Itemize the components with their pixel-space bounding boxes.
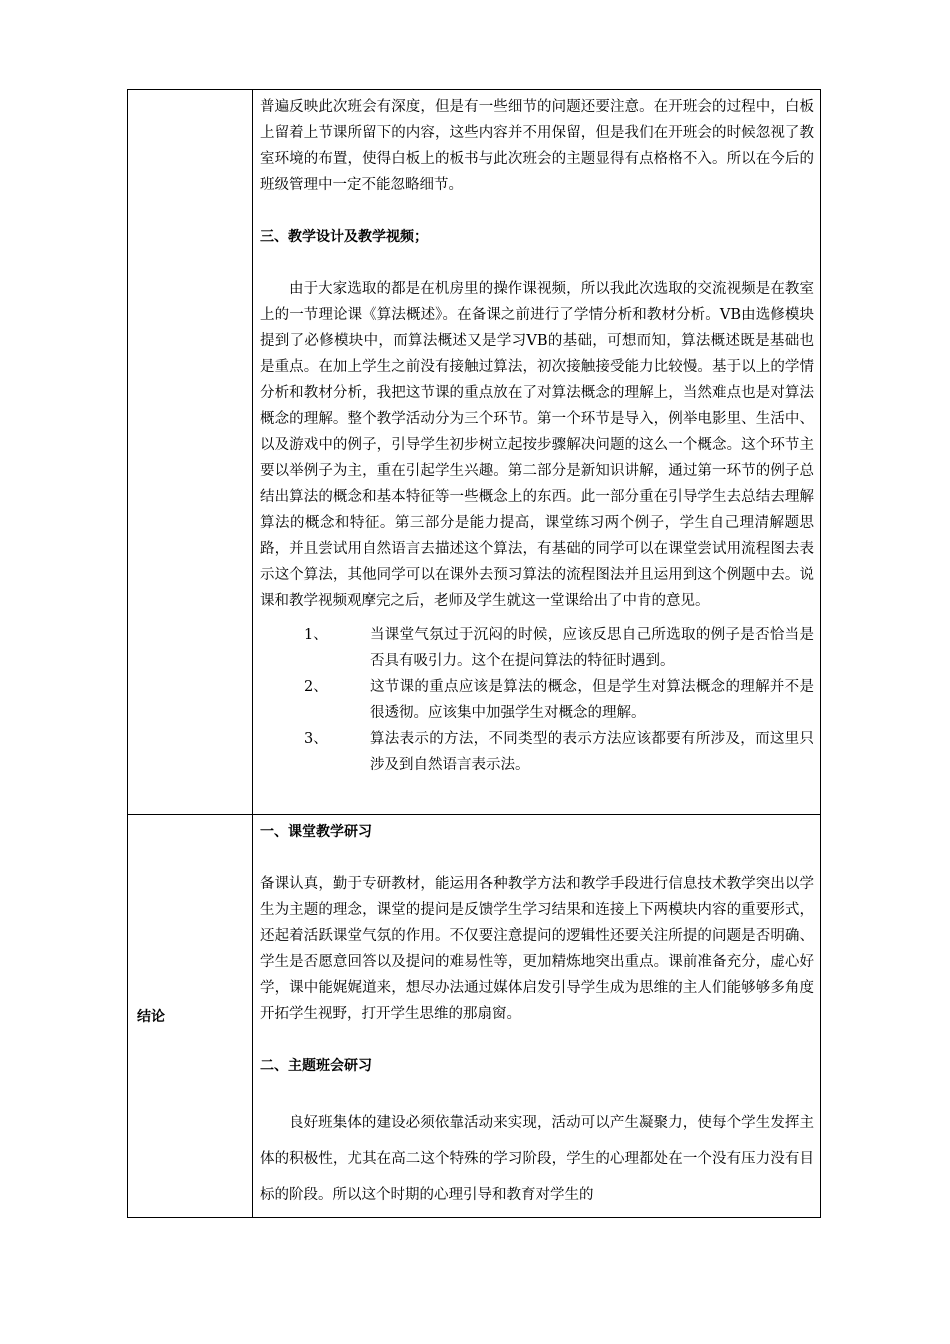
- row1-label-cell: [128, 90, 253, 815]
- feedback-list: [260, 622, 814, 778]
- list-item-number: 2、: [304, 679, 328, 695]
- list-item: [260, 674, 814, 726]
- row2-content-cell: [253, 815, 821, 1218]
- list-item-text: 算法表示的方法，不同类型的表示方法应该都要有所涉及，而这里只涉及到自然语言表示法。: [370, 731, 814, 773]
- intro-paragraph: 普遍反映此次班会有深度，但是有一些细节的问题还要注意。在开班会的过程中，白板上留着上节课所留下的内容，这些内容并不用保留，但是我们在开班会的时候忽视了教室环境的布置，使得白板上的板书与此次班会的主题显得有点格格不入。所以在今后的班级管理中一定不能忽略细节。: [260, 99, 814, 193]
- class-meeting-paragraph: 良好班集体的建设必须依靠活动来实现，活动可以产生凝聚力，使每个学生发挥主体的积极性，尤其在高二这个特殊的学习阶段，学生的心理都处在一个没有压力没有目标的阶段。所以这个时期的心理引导和教育对学生的: [260, 1115, 814, 1203]
- list-item-number: 1、: [304, 627, 328, 643]
- section3-paragraph: 由于大家选取的都是在机房里的操作课视频，所以我此次选取的交流视频是在教室上的一节理论课《算法概述》。在备课之前进行了学情分析和教材分析。VB由选修模块提到了必修模块中，而算法概述又是学习VB的基础，可想而知，算法概述既是基础也是重点。在加上学生之前没有接触过算法，初次接触接受能力比较慢。基于以上的学情分析和教材分析，我把这节课的重点放在了对算法概念的理解上，当然难点也是对算法概念的理解。整个教学活动分为三个环节。第一个环节是导入，例举电影里、生活中、以及游戏中的例子，引导学生初步树立起按步骤解决问题的这么一个概念。这个环节主要以举例子为主，重在引起学生兴趣。第二部分是新知识讲解，通过第一环节的例子总结出算法的概念和基本特征等一些概念上的东西。此一部分重在引导学生去总结去理解算法的概念和特征。第三部分是能力提高，课堂练习两个例子，学生自己理清解题思路，并且尝试用自然语言去描述这个算法，有基础的同学可以在课堂尝试用流程图去表示这个算法，其他同学可以在课外去预习算法的流程图法并且运用到这个例题中去。说课和教学视频观摩完之后，老师及学生就这一堂课给出了中肯的意见。: [260, 281, 814, 609]
- section3-heading: 三、教学设计及教学视频；: [260, 229, 428, 245]
- list-item-number: 3、: [304, 731, 328, 747]
- classroom-study-paragraph: 备课认真，勤于专研教材，能运用各种教学方法和教学手段进行信息技术教学突出以学生为主题的理念，课堂的提问是反馈学生学习结果和连接上下两模块内容的重要形式，还起着活跃课堂气氛的作用。不仅要注意提问的逻辑性还要关注所提的问题是否明确、学生是否愿意回答以及提问的难易性等，更加精炼地突出重点。课前准备充分，虚心好学，课中能娓娓道来，想尽办法通过媒体启发引导学生成为思维的主人们能够够多角度开拓学生视野，打开学生思维的那扇窗。: [260, 876, 814, 1022]
- classroom-study-heading: 一、课堂教学研习: [260, 824, 372, 840]
- report-table: [127, 89, 821, 1218]
- table-row-discussion: [128, 90, 821, 815]
- class-meeting-heading: 二、主题班会研习: [260, 1058, 372, 1074]
- row1-content-cell: [253, 90, 821, 815]
- list-item: [260, 622, 814, 674]
- list-item-text: 这节课的重点应该是算法的概念，但是学生对算法概念的理解并不是很透彻。应该集中加强学生对概念的理解。: [370, 679, 814, 721]
- table-row-conclusion: [128, 815, 821, 1218]
- row2-label-cell: [128, 815, 253, 1218]
- list-item-text: 当课堂气氛过于沉闷的时候，应该反思自己所选取的例子是否恰当是否具有吸引力。这个在提问算法的特征时遇到。: [370, 627, 814, 669]
- conclusion-label: 结论: [137, 1009, 165, 1025]
- list-item: [260, 726, 814, 778]
